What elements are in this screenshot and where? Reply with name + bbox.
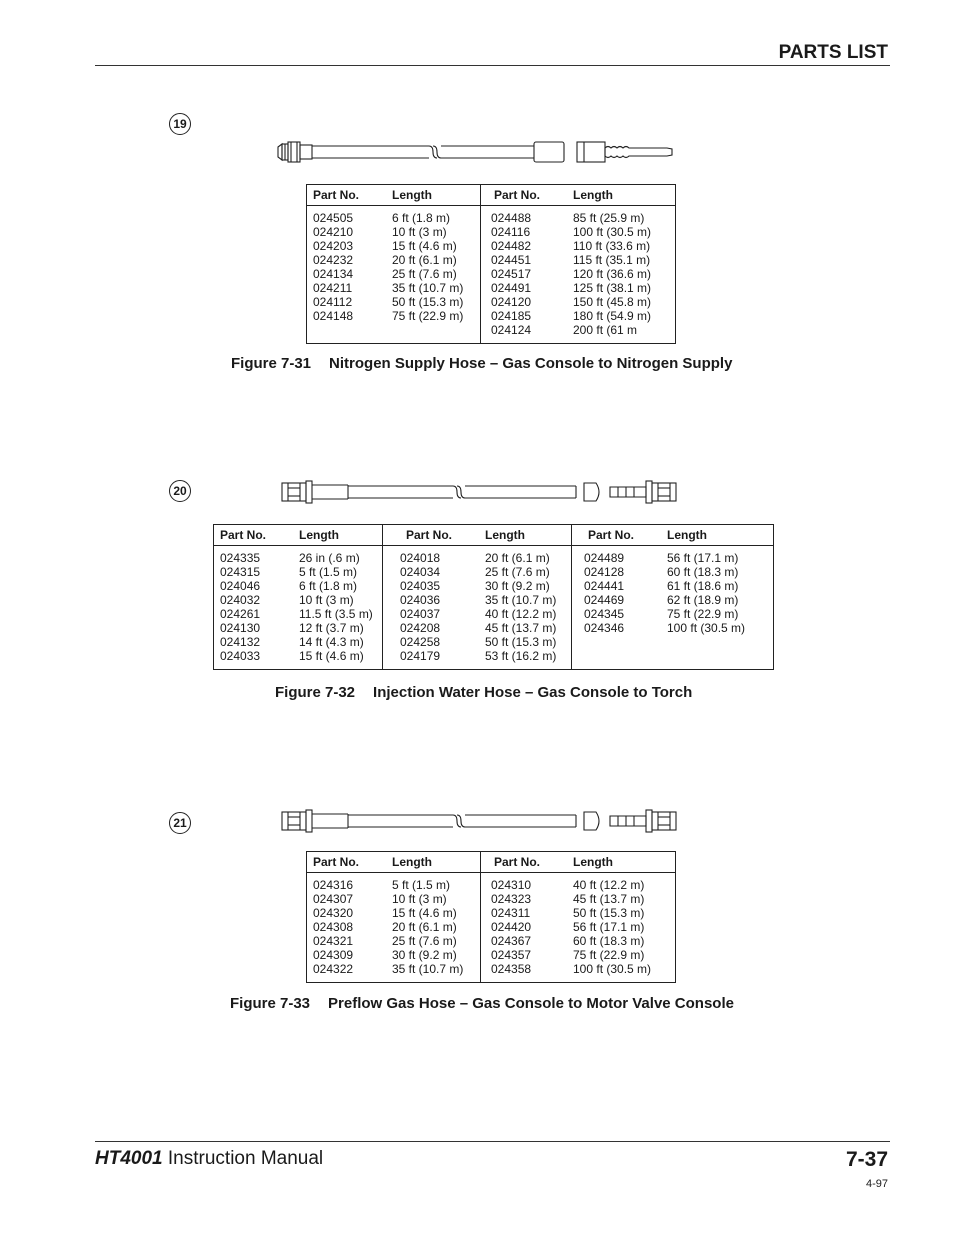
footer-manual-title [95, 1148, 323, 1170]
length-value: 100 ft (30.5 m) [573, 225, 652, 239]
revision-code: 4-97 [865, 1178, 888, 1190]
part-number: 024307 [313, 892, 354, 906]
part-number-list [572, 546, 662, 670]
part-number: 024203 [313, 239, 354, 253]
part-number: 024148 [313, 309, 354, 323]
parts-table-7-31 [306, 184, 676, 344]
part-number: 024469 [584, 593, 625, 607]
part-number: 024032 [220, 593, 261, 607]
length-value: 15 ft (4.6 m) [392, 239, 457, 253]
header-part-no: Part No. [214, 525, 294, 546]
length-value: 20 ft (6.1 m) [485, 551, 550, 565]
length-value: 25 ft (7.6 m) [485, 565, 550, 579]
length-list [479, 546, 572, 670]
part-number: 024261 [220, 607, 261, 621]
part-number: 024311 [491, 906, 531, 920]
length-value: 180 ft (54.9 m) [573, 309, 652, 323]
preflow-gas-hose-illustration [278, 807, 682, 835]
length-value: 10 ft (3 m) [392, 892, 447, 906]
part-number-list [383, 546, 480, 670]
part-number: 024491 [491, 281, 532, 295]
part-number: 024210 [313, 225, 354, 239]
length-value: 115 ft (35.1 m) [573, 253, 651, 267]
part-number-list [481, 206, 568, 344]
length-value: 14 ft (4.3 m) [299, 635, 364, 649]
length-value: 11.5 ft (3.5 m) [299, 607, 373, 621]
header-rule [95, 65, 890, 66]
length-list [386, 873, 481, 983]
length-value: 10 ft (3 m) [392, 225, 447, 239]
header-part-no: Part No. [383, 525, 480, 546]
figure-number: Figure 7-31 [231, 355, 312, 372]
length-value: 125 ft (38.1 m) [573, 281, 652, 295]
part-number: 024316 [313, 878, 354, 892]
length-list [386, 206, 481, 344]
length-value: 10 ft (3 m) [299, 593, 354, 607]
length-value: 56 ft (17.1 m) [573, 920, 645, 934]
figure-number: Figure 7-32 [275, 684, 356, 701]
part-number: 024489 [584, 551, 625, 565]
manual-label: Instruction Manual [167, 1148, 324, 1169]
part-number: 024322 [313, 962, 354, 976]
part-number: 024120 [491, 295, 532, 309]
parts-table-7-32 [213, 524, 774, 670]
length-value: 15 ft (4.6 m) [392, 906, 457, 920]
part-number-list [307, 206, 387, 344]
header-part-no: Part No. [572, 525, 662, 546]
length-value: 40 ft (12.2 m) [573, 878, 645, 892]
part-number: 024309 [313, 948, 354, 962]
part-number: 024018 [400, 551, 441, 565]
part-number: 024185 [491, 309, 532, 323]
length-value: 50 ft (15.3 m) [485, 635, 557, 649]
header-length: Length [567, 185, 676, 206]
part-number: 024357 [491, 948, 532, 962]
length-value: 60 ft (18.3 m) [573, 934, 645, 948]
page-header-title: PARTS LIST [778, 42, 888, 63]
length-value: 100 ft (30.5 m) [667, 621, 746, 635]
callout-19: 19 [169, 113, 191, 135]
part-number: 024320 [313, 906, 354, 920]
length-value: 61 ft (18.6 m) [667, 579, 739, 593]
length-value: 40 ft (12.2 m) [485, 607, 557, 621]
part-number: 024367 [491, 934, 532, 948]
length-value: 25 ft (7.6 m) [392, 934, 457, 948]
part-number: 024346 [584, 621, 625, 635]
figure-title: Preflow Gas Hose – Gas Console to Motor Valve Console [328, 995, 734, 1012]
length-value: 50 ft (15.3 m) [392, 295, 464, 309]
part-number: 024130 [220, 621, 261, 635]
part-number: 024441 [584, 579, 625, 593]
header-part-no: Part No. [481, 852, 568, 873]
header-part-no: Part No. [481, 185, 568, 206]
part-number: 024335 [220, 551, 261, 565]
figure-caption-7-32 [275, 684, 692, 701]
length-value: 60 ft (18.3 m) [667, 565, 739, 579]
callout-21: 21 [169, 812, 191, 834]
length-value: 85 ft (25.9 m) [573, 211, 645, 225]
header-length: Length [661, 525, 774, 546]
length-value: 12 ft (3.7 m) [299, 621, 364, 635]
header-length: Length [479, 525, 572, 546]
figure-caption-7-33 [230, 995, 734, 1012]
part-number: 024451 [491, 253, 532, 267]
length-value: 45 ft (13.7 m) [573, 892, 645, 906]
part-number: 024505 [313, 211, 354, 225]
nitrogen-supply-hose-illustration [274, 138, 678, 166]
length-value: 75 ft (22.9 m) [667, 607, 739, 621]
part-number: 024046 [220, 579, 261, 593]
model-name: HT4001 [95, 1148, 163, 1169]
part-number: 024124 [491, 323, 532, 337]
figure-title: Nitrogen Supply Hose – Gas Console to Nitrogen Supply [329, 355, 733, 372]
part-number: 024232 [313, 253, 354, 267]
part-number: 024033 [220, 649, 261, 663]
part-number-list [214, 546, 294, 670]
page-number: 7-37 [845, 1148, 888, 1171]
length-value: 53 ft (16.2 m) [485, 649, 557, 663]
length-value: 15 ft (4.6 m) [299, 649, 364, 663]
part-number: 024321 [313, 934, 354, 948]
part-number: 024179 [400, 649, 441, 663]
length-list [661, 546, 774, 670]
part-number: 024128 [584, 565, 625, 579]
part-number: 024036 [400, 593, 441, 607]
header-length: Length [293, 525, 383, 546]
callout-20: 20 [169, 480, 191, 502]
length-list [567, 873, 676, 983]
length-value: 35 ft (10.7 m) [392, 962, 464, 976]
length-value: 200 ft (61 m [573, 323, 638, 337]
part-number: 024488 [491, 211, 532, 225]
part-number: 024258 [400, 635, 441, 649]
part-number: 024037 [400, 607, 441, 621]
parts-table-7-33 [306, 851, 676, 983]
header-length: Length [386, 185, 481, 206]
part-number: 024132 [220, 635, 261, 649]
part-number: 024420 [491, 920, 532, 934]
figure-caption-7-31 [231, 355, 732, 372]
length-value: 20 ft (6.1 m) [392, 253, 457, 267]
length-value: 6 ft (1.8 m) [299, 579, 358, 593]
injection-water-hose-illustration [278, 478, 682, 506]
part-number-list [307, 873, 387, 983]
header-length: Length [567, 852, 676, 873]
part-number: 024358 [491, 962, 532, 976]
footer-rule [95, 1141, 890, 1142]
part-number-list [481, 873, 568, 983]
length-list [293, 546, 383, 670]
length-value: 35 ft (10.7 m) [485, 593, 557, 607]
length-value: 20 ft (6.1 m) [392, 920, 457, 934]
length-value: 120 ft (36.6 m) [573, 267, 652, 281]
length-value: 35 ft (10.7 m) [392, 281, 464, 295]
length-value: 75 ft (22.9 m) [392, 309, 464, 323]
length-value: 5 ft (1.5 m) [299, 565, 358, 579]
length-value: 5 ft (1.5 m) [392, 878, 451, 892]
length-value: 45 ft (13.7 m) [485, 621, 557, 635]
length-value: 30 ft (9.2 m) [485, 579, 550, 593]
length-value: 75 ft (22.9 m) [573, 948, 645, 962]
length-value: 50 ft (15.3 m) [573, 906, 645, 920]
figure-title: Injection Water Hose – Gas Console to Torch [373, 684, 693, 701]
figure-number: Figure 7-33 [230, 995, 311, 1012]
part-number: 024482 [491, 239, 532, 253]
part-number: 024035 [400, 579, 441, 593]
part-number: 024315 [220, 565, 261, 579]
length-value: 25 ft (7.6 m) [392, 267, 457, 281]
length-list [567, 206, 676, 344]
length-value: 56 ft (17.1 m) [667, 551, 739, 565]
part-number: 024323 [491, 892, 532, 906]
length-value: 150 ft (45.8 m) [573, 295, 652, 309]
length-value: 62 ft (18.9 m) [667, 593, 739, 607]
part-number: 024034 [400, 565, 441, 579]
part-number: 024211 [313, 281, 353, 295]
length-value: 110 ft (33.6 m) [573, 239, 651, 253]
part-number: 024345 [584, 607, 625, 621]
part-number: 024517 [491, 267, 532, 281]
header-part-no: Part No. [307, 852, 387, 873]
part-number: 024208 [400, 621, 441, 635]
length-value: 30 ft (9.2 m) [392, 948, 457, 962]
header-length: Length [386, 852, 481, 873]
part-number: 024134 [313, 267, 354, 281]
length-value: 26 in (.6 m) [299, 551, 360, 565]
part-number: 024310 [491, 878, 532, 892]
part-number: 024112 [313, 295, 353, 309]
part-number: 024116 [491, 225, 531, 239]
part-number: 024308 [313, 920, 354, 934]
length-value: 100 ft (30.5 m) [573, 962, 652, 976]
header-part-no: Part No. [307, 185, 387, 206]
length-value: 6 ft (1.8 m) [392, 211, 451, 225]
